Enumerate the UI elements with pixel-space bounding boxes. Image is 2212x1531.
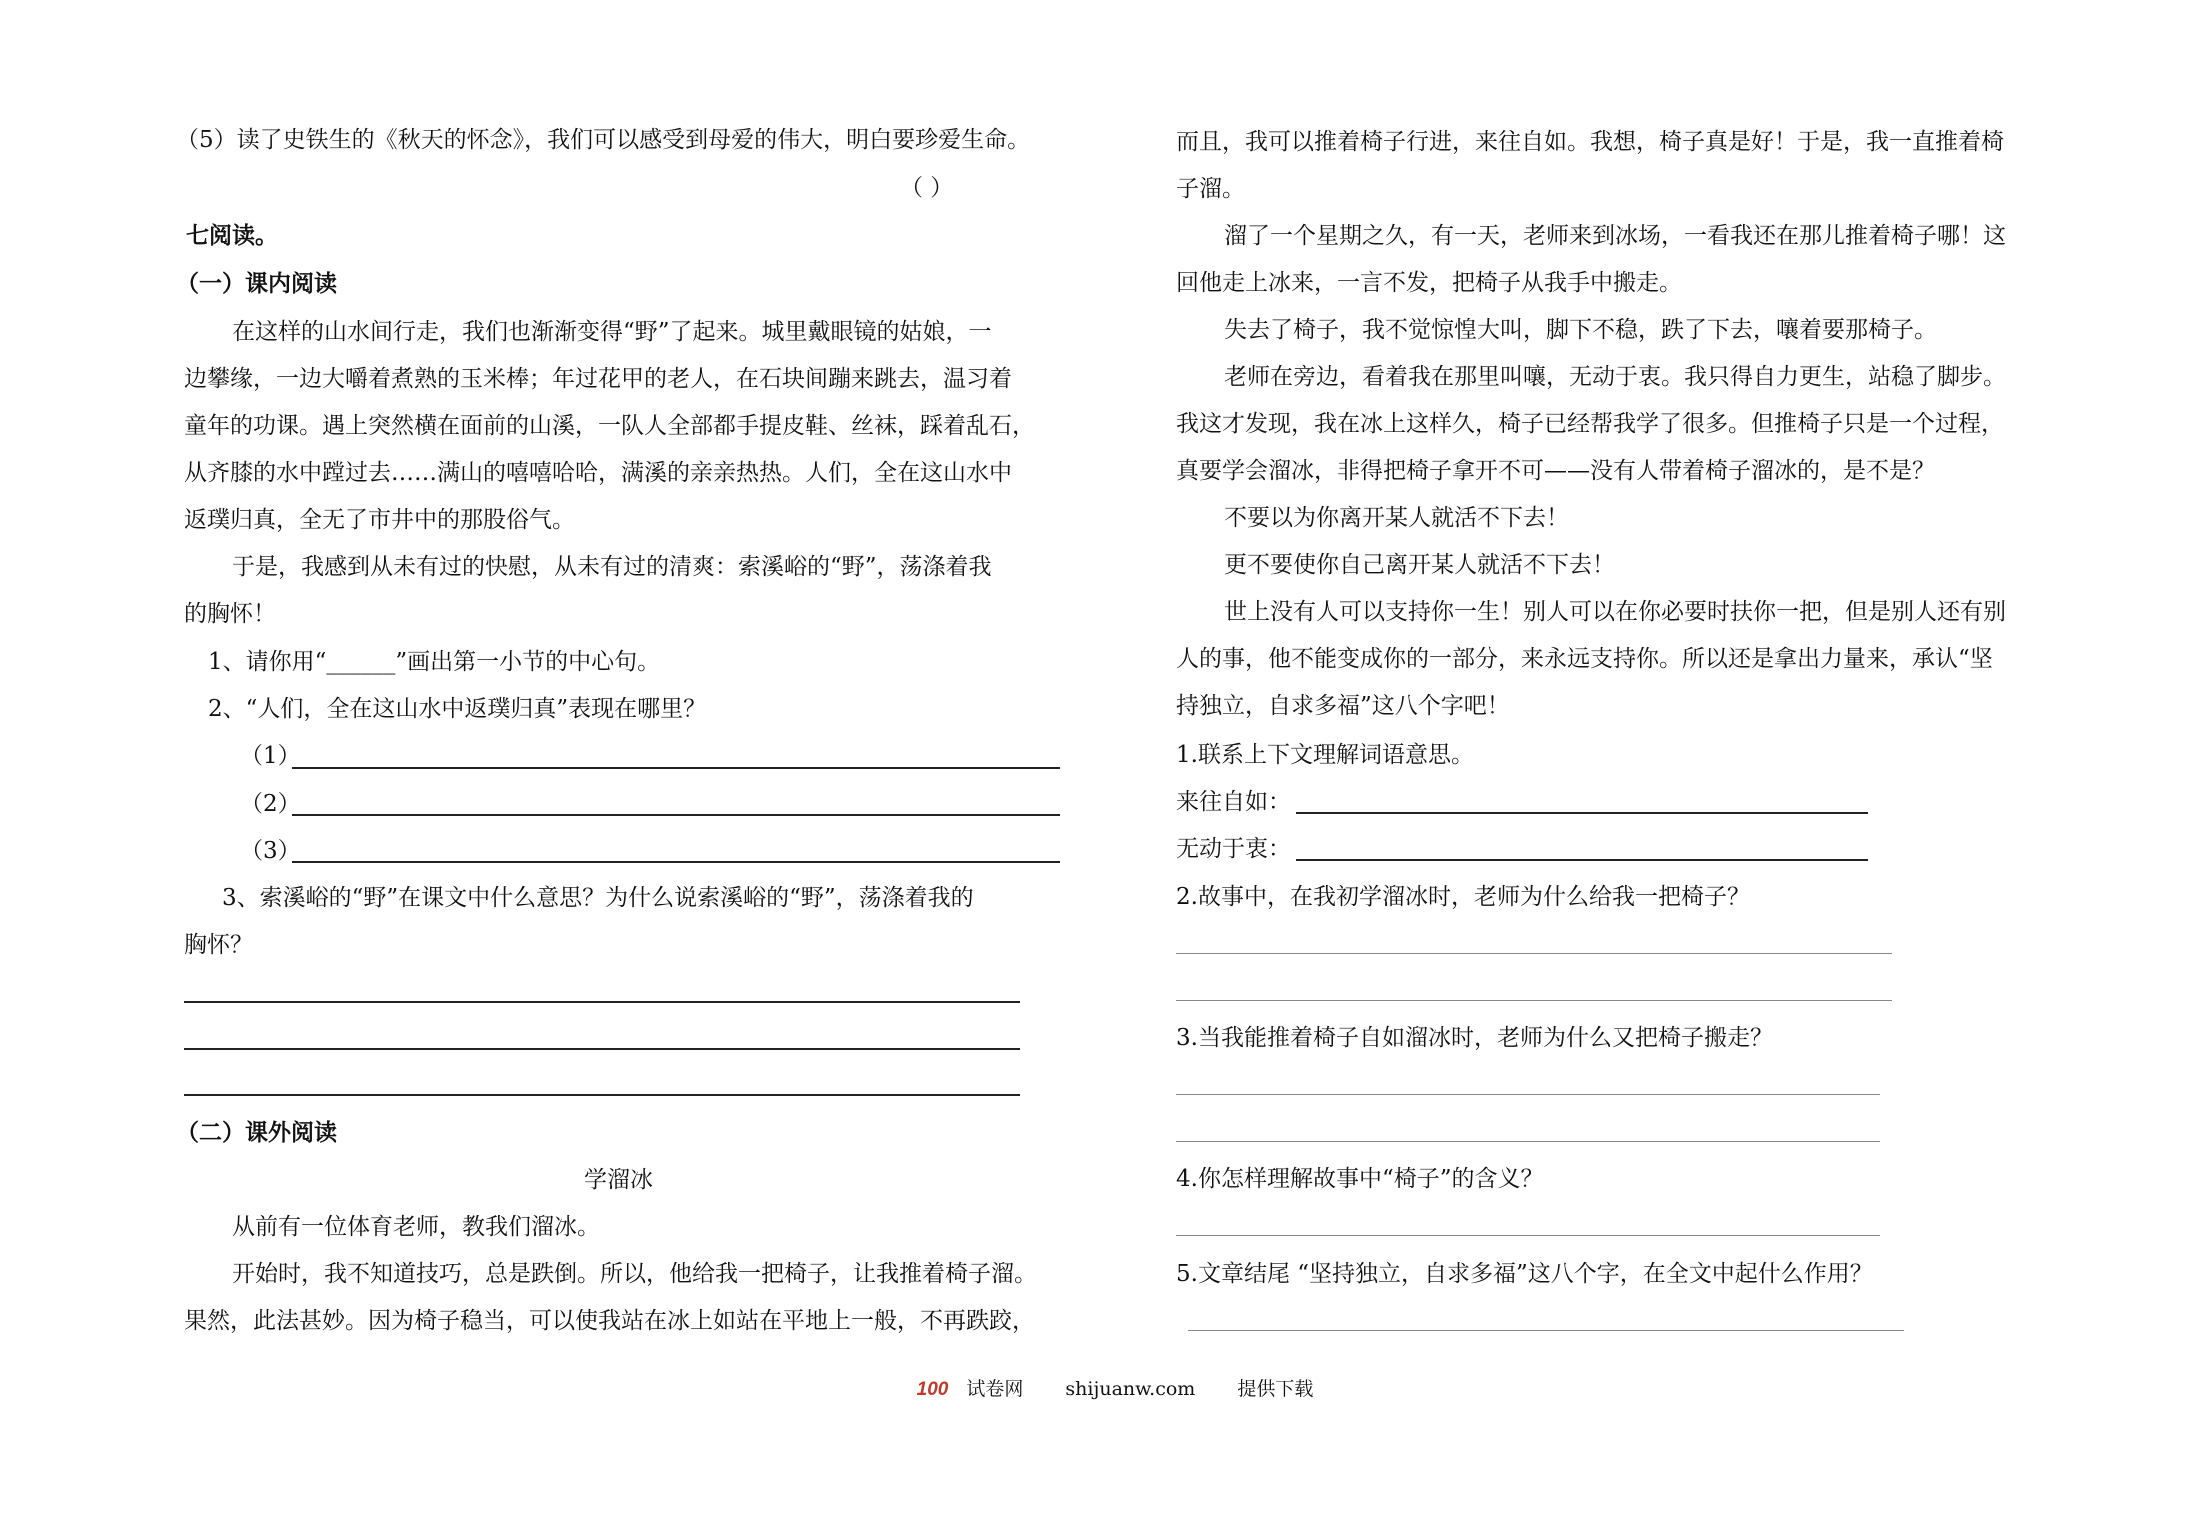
download-note: 提供下载 (1237, 1378, 1314, 1400)
story-line: 溜了一个星期之久，有一天，老师来到冰场，一看我还在那儿推着椅子哪！这 (1224, 223, 2006, 249)
answer-line[interactable] (1296, 859, 1868, 861)
answer-line[interactable] (1296, 812, 1868, 814)
term-label: 来往自如： (1176, 789, 1291, 815)
story-line: 而且，我可以推着椅子行进，来往自如。我想，椅子真是好！于是，我一直推着椅 (1176, 129, 2004, 155)
answer-line[interactable] (184, 1094, 1020, 1096)
term-label: 无动于衷： (1176, 836, 1291, 862)
story-line: 子溜。 (1176, 176, 1245, 202)
story-line: 持独立，自求多福”这八个字吧！ (1176, 693, 1510, 719)
answer-line[interactable] (184, 1001, 1020, 1003)
answer-line[interactable] (184, 1048, 1020, 1050)
page-footer (0, 1374, 2212, 1401)
story-line: 老师在旁边，看着我在那里叫嚷，无动于衷。我只得自力更生，站稳了脚步。 (1224, 364, 2006, 390)
passage-line: 的胸怀！ (184, 601, 276, 627)
answer-line[interactable] (1176, 1094, 1880, 1095)
story-line: 回他走上冰来，一言不发，把椅子从我手中搬走。 (1176, 270, 1682, 296)
question-3-cont: 胸怀？ (184, 932, 253, 958)
answer-line[interactable] (1176, 1000, 1892, 1001)
q2-item-label: （2） (240, 791, 301, 817)
story-line: 真要学会溜冰，非得把椅子拿开不可——没有人带着椅子溜冰的，是不是？ (1176, 458, 1935, 484)
reading-question-4: 4.你怎样理解故事中“椅子”的含义？ (1176, 1166, 1544, 1192)
question-1: 1、请你用“______”画出第一小节的中心句。 (208, 649, 661, 675)
reading-question-2: 2.故事中，在我初学溜冰时，老师为什么给我一把椅子？ (1176, 884, 1750, 910)
answer-line[interactable] (1188, 1330, 1904, 1331)
passage-line: 从齐膝的水中蹚过去……满山的嘻嘻哈哈，满溪的亲亲热热。人们，全在这山水中 (184, 460, 1012, 486)
story-line: 从前有一位体育老师，教我们溜冰。 (232, 1214, 600, 1240)
passage-line: 边攀缘，一边大嚼着煮熟的玉米棒；年过花甲的老人，在石块间蹦来跳去，温习着 (184, 366, 1012, 392)
story-line: 世上没有人可以支持你一生！别人可以在你必要时扶你一把，但是别人还有别 (1224, 599, 2006, 625)
logo-text: 试卷网 (966, 1378, 1024, 1400)
story-line: 不要以为你离开某人就活不下去！ (1224, 505, 1569, 531)
answer-line[interactable] (1176, 1235, 1880, 1236)
site-logo (899, 1378, 1024, 1400)
question-2: 2、“人们，全在这山水中返璞归真”表现在哪里？ (208, 696, 707, 722)
answer-line[interactable] (1176, 1141, 1880, 1142)
story-line: 失去了椅子，我不觉惊惶大叫，脚下不稳，跌了下去，嚷着要那椅子。 (1224, 317, 1937, 343)
q5-answer-paren: （ ） (900, 175, 954, 201)
subsection-title-2: （二）课外阅读 (176, 1119, 337, 1146)
logo-number: 100 (916, 1379, 949, 1400)
answer-line[interactable] (292, 767, 1060, 769)
reading-question-1: 1.联系上下文理解词语意思。 (1176, 742, 1474, 768)
section-title: 七阅读。 (186, 222, 278, 249)
story-line: 人的事，他不能变成你的一部分，来永远支持你。所以还是拿出力量来，承认“坚 (1176, 646, 1993, 672)
story-line: 更不要使你自己离开某人就活不下去！ (1224, 552, 1615, 578)
story-line: 果然，此法甚妙。因为椅子稳当，可以使我站在冰上如站在平地上一般，不再跌跤， (184, 1308, 1035, 1334)
q2-item-label: （3） (240, 838, 301, 864)
question-3: 3、索溪峪的“野”在课文中什么意思？为什么说索溪峪的“野”，荡涤着我的 (222, 885, 974, 911)
answer-line[interactable] (1176, 953, 1892, 954)
passage-line: 返璞归真，全无了市井中的那股俗气。 (184, 507, 575, 533)
story-line: 我这才发现，我在冰上这样久，椅子已经帮我学了很多。但推椅子只是一个过程， (1176, 411, 2004, 437)
story-title: 学溜冰 (584, 1167, 653, 1193)
q5-text: （5）读了史铁生的《秋天的怀念》，我们可以感受到母爱的伟大，明白要珍爱生命。 (176, 127, 1031, 153)
q2-item-label: （1） (240, 743, 301, 769)
answer-line[interactable] (292, 814, 1060, 816)
passage-line: 于是，我感到从未有过的快慰，从未有过的清爽：索溪峪的“野”，荡涤着我 (232, 554, 992, 580)
subsection-title-1: （一）课内阅读 (176, 270, 337, 297)
reading-question-5: 5.文章结尾 “坚持独立，自求多福”这八个字，在全文中起什么作用？ (1176, 1261, 1873, 1287)
answer-line[interactable] (292, 861, 1060, 863)
passage-line: 在这样的山水间行走，我们也渐渐变得“野”了起来。城里戴眼镜的姑娘，一 (232, 319, 992, 345)
story-line: 开始时，我不知道技巧，总是跌倒。所以，他给我一把椅子，让我推着椅子溜。 (232, 1261, 1037, 1287)
reading-question-3: 3.当我能推着椅子自如溜冰时，老师为什么又把椅子搬走？ (1176, 1025, 1773, 1051)
site-url[interactable]: shijuanw.com (1065, 1378, 1196, 1400)
passage-line: 童年的功课。遇上突然横在面前的山溪，一队人全部都手提皮鞋、丝袜，踩着乱石， (184, 413, 1035, 439)
